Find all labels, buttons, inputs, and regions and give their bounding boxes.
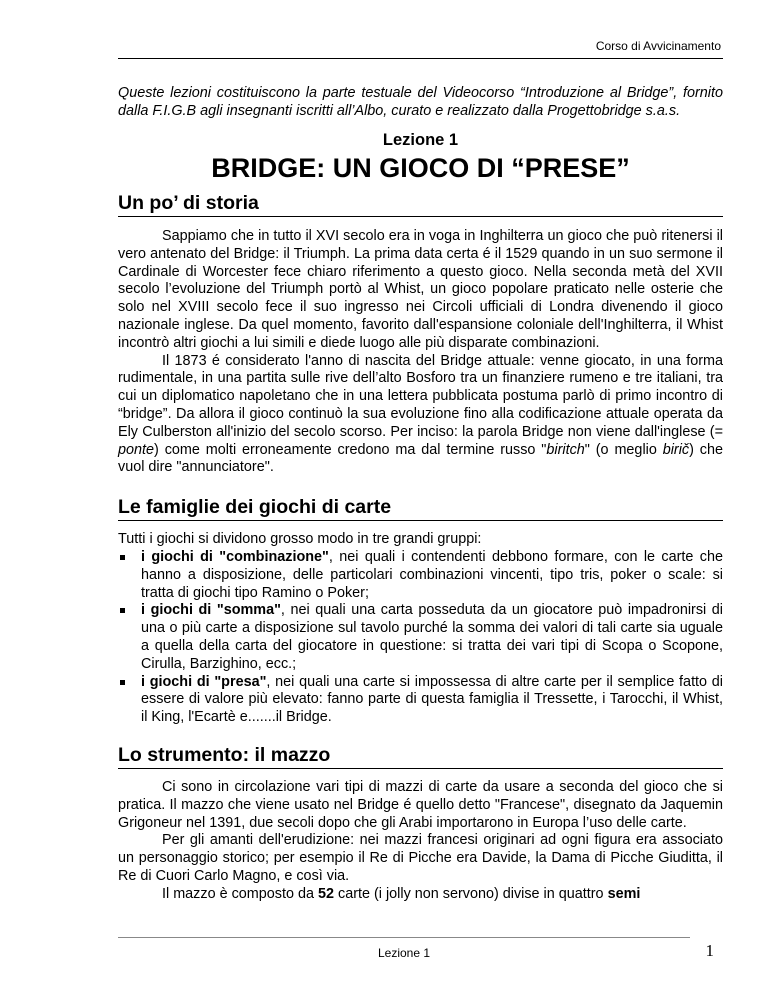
list-item-bold: i giochi di "combinazione" bbox=[141, 548, 329, 565]
section-famiglie bbox=[118, 494, 723, 727]
list-item-text: , nei quali una carte si impossessa di altre carte per il semplice fatto di essere di valore più elevato: fanno parte di questa famiglia il Tressette, i Tarocchi, il Whist, il King, l'Ecartè e.......il Bridge. bbox=[141, 673, 723, 726]
list-item bbox=[118, 602, 723, 673]
storia-paragraph-1: Sappiamo che in tutto il XVI secolo era in voga in Inghilterra un gioco che può ritenersi il vero antenato del Bridge: il Triumph. La prima data certa é il 1529 quando in un suo sermone il Cardinale di Worcester fece chiaro riferimento a questo gioco. Nella seconda metà del XVII secolo l’evoluzione del Triumph portò al Whist, un gioco popolare praticato nelle osterie che solo nel XVIII secolo fece il suo ingresso nei Circoli ufficiali di Londra divenendo il gioco nazionale inglese. Da quel momento, favorito dall'espansione coloniale dell'Inghilterra, il Whist incontrò altri giochi a lui simili e diede luogo alle più disparate combinazioni. bbox=[118, 228, 723, 351]
list-item-text: , nei quali i contendenti debbono formare, con le carte che hanno a disposizione, delle particolari combinazioni vincenti, tipo tris, poker o scale: si tratta di giochi tipo Ramino o Poker; bbox=[141, 548, 723, 601]
mazzo-paragraph-2: Per gli amanti dell'erudizione: nei mazzi francesi originari ad ogni figura era associato un personaggio storico; per esempio il Re di Picche era Davide, la Dama di Picche Giuditta, il Re di Cuori Carlo Magno, e così via. bbox=[118, 832, 723, 884]
storia-p2-text-b: ) come molti erroneamente credono ma dal termine russo " bbox=[154, 441, 547, 458]
storia-p2-text-d: ) che vuol dire "annunciatore". bbox=[118, 441, 723, 476]
mazzo-paragraph-1: Ci sono in circolazione vari tipi di mazzi di carte da usare a seconda del gioco che si pratica. Il mazzo che viene usato nel Bridge é quello detto "Francese", disegnato da Jaquemin Grigoneur nel 1391, due secoli dopo che gli Arabi importarono in Europa l’uso delle carte. bbox=[118, 778, 723, 831]
number-52: 52 bbox=[317, 885, 334, 902]
mazzo-p3-text-a: Il mazzo è composto da bbox=[162, 885, 318, 902]
bullet-square-icon bbox=[120, 608, 125, 613]
section-heading-famiglie: Le famiglie dei giochi di carte bbox=[118, 494, 723, 521]
footer-label: Lezione 1 bbox=[377, 946, 431, 960]
bullet-square-icon bbox=[120, 555, 125, 560]
header-rule bbox=[118, 58, 723, 59]
list-item bbox=[118, 549, 723, 602]
section-heading-storia: Un po’ di storia bbox=[118, 190, 723, 217]
word-ponte: ponte bbox=[118, 441, 155, 458]
lesson-label: Lezione 1 bbox=[382, 131, 459, 149]
section-storia bbox=[118, 190, 723, 477]
page-content bbox=[118, 85, 723, 904]
running-header: Corso di Avvicinamento bbox=[595, 39, 721, 53]
mazzo-p3-text-b: carte (i jolly non servono) divise in quattro bbox=[334, 885, 608, 902]
section-heading-mazzo: Lo strumento: il mazzo bbox=[118, 742, 723, 769]
storia-p2-text-a: Il 1873 é considerato l'anno di nascita del Bridge attuale: venne giocato, in una forma rudimentale, in una partita sulle rive dell’alto Bosforo tra un finanziere rumeno e tre italiani, tra cui un diplomatico napoletano che in una lettera pubblicata postuma parlò di primo incontro di “bridge”. Da allora il gioco continuò la sua evoluzione fino alla codificazione attuale operata da Ely Culberston all'inizio del secolo scorso. Per inciso: la parola Bridge non viene dall'inglese (= bbox=[118, 352, 723, 440]
page-title: BRIDGE: UN GIOCO DI “PRESE” bbox=[211, 153, 630, 183]
list-item-bold: i giochi di "presa" bbox=[141, 673, 267, 690]
famiglie-lead: Tutti i giochi si dividono grosso modo in tre grandi gruppi: bbox=[118, 531, 482, 548]
storia-p2-text-c: " (o meglio bbox=[584, 441, 663, 458]
storia-paragraph-2 bbox=[118, 353, 723, 478]
intro-paragraph: Queste lezioni costituiscono la parte testuale del Videocorso “Introduzione al Bridge”, fornito dalla F.I.G.B agli insegnanti iscritti all’Albo, curato e realizzato dalla Progettobridge s.a.s. bbox=[118, 85, 723, 119]
mazzo-paragraph-3 bbox=[118, 886, 723, 904]
page-number: 1 bbox=[705, 941, 714, 960]
bullet-square-icon bbox=[120, 680, 125, 685]
word-biritch: biritch bbox=[546, 441, 585, 458]
game-families-list bbox=[118, 549, 723, 727]
word-biric: birič bbox=[662, 441, 690, 458]
footer-rule bbox=[118, 937, 690, 938]
list-item-bold: i giochi di "somma" bbox=[141, 602, 281, 619]
section-mazzo bbox=[118, 742, 723, 904]
list-item-text: , nei quali una carta posseduta da un giocatore può impadronirsi di una o più carte a disposizione sul tavolo purché la somma dei valori di tali carte sia uguale a quella della carta del giocatore in questione: si tratta dei vari tipi di Scopa o Scopone, Cirulla, Barzighino, ecc.; bbox=[141, 602, 723, 672]
list-item bbox=[118, 674, 723, 727]
word-semi: semi bbox=[607, 885, 641, 902]
